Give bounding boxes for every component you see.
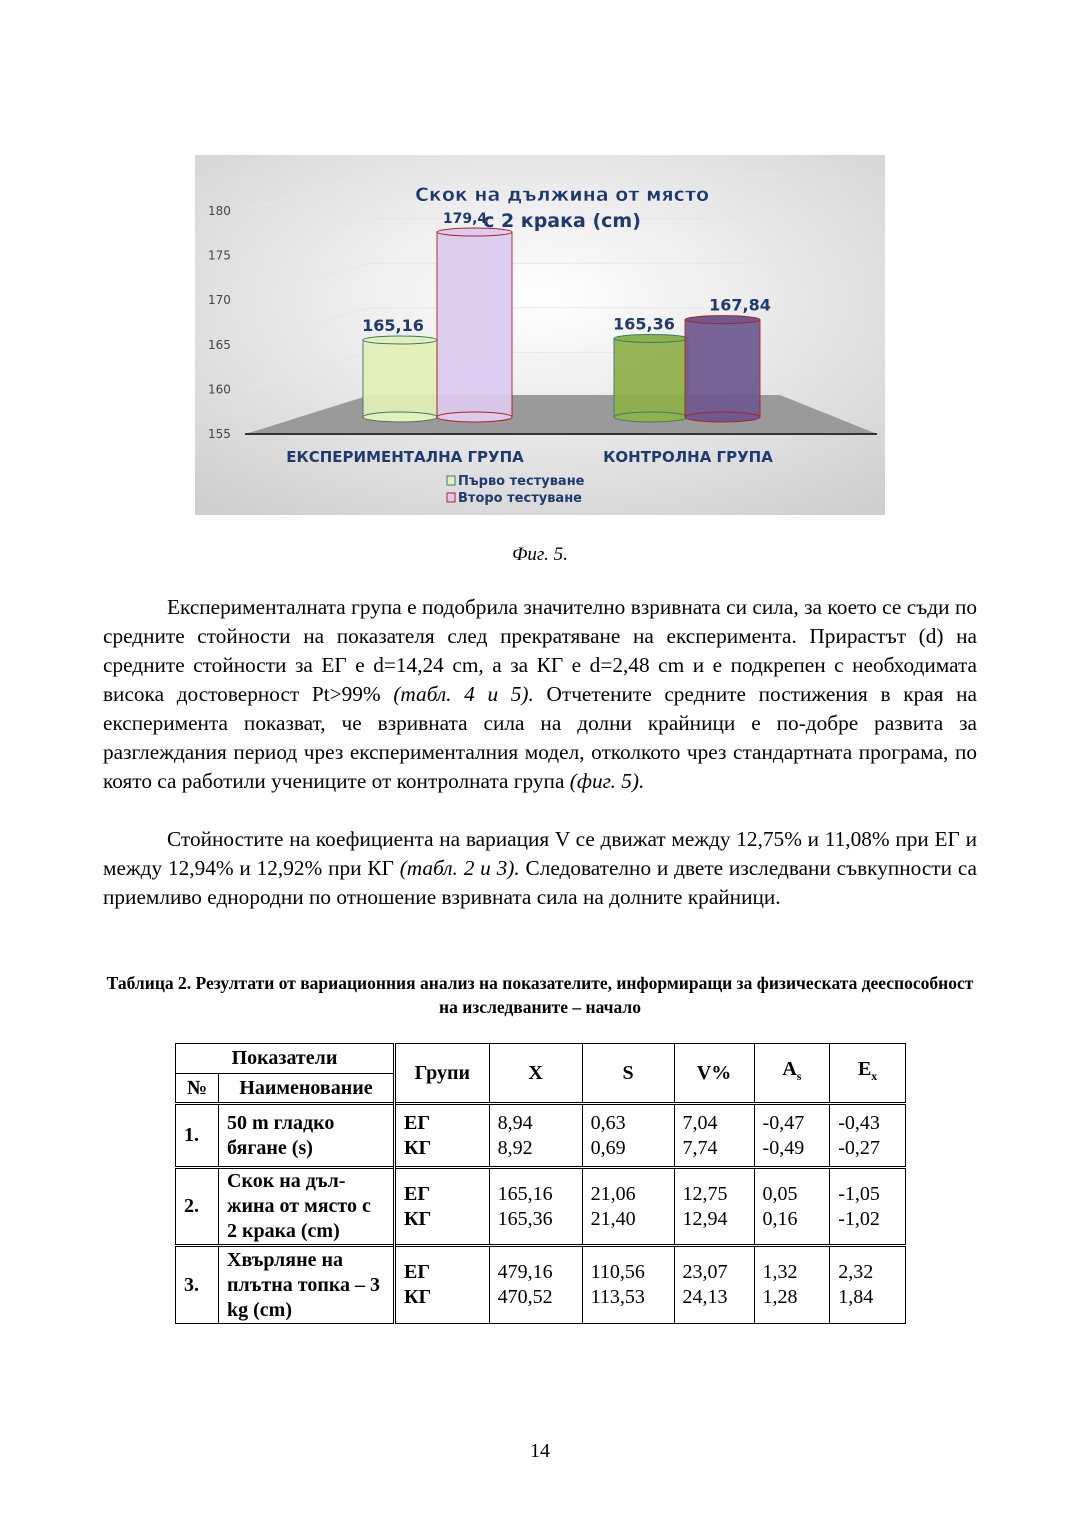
as-cell: -0,47 -0,49 [754, 1104, 830, 1168]
table-reference: (табл. 4 и 5). [393, 682, 534, 706]
x-cell: 165,16 165,36 [489, 1168, 582, 1246]
table-row [176, 1246, 906, 1324]
ex-cell: -0,43 -0,27 [830, 1104, 906, 1168]
bar-base [614, 412, 688, 422]
paragraph-text: Стойностите на коефициента на вариация V се движат между 12,75% и 11,08% при ЕГ и между 12,94% и 12,92% при КГ [103, 827, 977, 880]
x-cell: 479,16 470,52 [489, 1246, 582, 1324]
y-tick-label: 170 [208, 293, 231, 308]
ex-cell: -1,05 -1,02 [830, 1168, 906, 1246]
figure-reference: (фиг. 5). [569, 769, 645, 793]
groups-cell: ЕГ КГ [395, 1168, 490, 1246]
indicator-name: Скок на дъл-жина от място с 2 крака (cm) [219, 1168, 395, 1246]
table-row [176, 1104, 906, 1168]
row-number: 3. [176, 1246, 219, 1324]
data-label: 165,16 [362, 315, 424, 335]
bar-top [614, 334, 688, 342]
row-number: 2. [176, 1168, 219, 1246]
paragraph-text: Отчетените средните постижения в края на експеримента показват, че взривната сила на долни крайници е по-добре развита за разглеждания период чрез експерименталния модел, отколкото чрез стандартната програма, по която са работили учениците от контролната група [103, 682, 977, 793]
results-table [175, 1043, 906, 1324]
ex-cell: 2,32 1,84 [830, 1246, 906, 1324]
y-tick-label: 175 [208, 248, 231, 263]
s-cell: 110,56 113,53 [582, 1246, 674, 1324]
indicator-name: 50 m гладко бягане (s) [219, 1104, 395, 1168]
as-cell: 1,32 1,28 [754, 1246, 830, 1324]
legend-swatch-second [447, 493, 455, 502]
y-tick-label: 180 [208, 204, 231, 218]
header-v: V% [674, 1044, 754, 1104]
chart-title-line1: Скок на дължина от място [414, 184, 710, 206]
table-row [176, 1168, 906, 1246]
header-s: S [582, 1044, 674, 1104]
bar-second-test [685, 320, 760, 417]
bar-base [437, 412, 512, 422]
v-cell: 23,07 24,13 [674, 1246, 754, 1324]
paragraph-2 [103, 825, 977, 912]
table-caption: Таблица 2. Резултати от вариационния анализ на показателите, информиращи за физическата дееспособност на изследваните – начало [106, 973, 974, 1017]
data-label: 165,36 [613, 314, 675, 334]
chart-title-line2: с 2 крака (cm) [483, 210, 641, 232]
paragraph-text: Експерименталната група е подобрила значително взривната си сила, за което се съди по средните стойности на показателя след прекратяване на експеримента. Прирастът (d) на средните стойности за ЕГ е d=14,24 cm, а за КГ е d=2,48 cm и е подкрепен с необходимата висока достоверност Pt>99% [103, 595, 977, 706]
header-indicators: Показатели [176, 1044, 395, 1074]
s-cell: 0,63 0,69 [582, 1104, 674, 1168]
figure-caption: Фиг. 5. [512, 544, 568, 565]
header-as: $A_s$ [754, 1044, 830, 1104]
data-label: 179,4 [442, 211, 488, 228]
bar-top [363, 336, 437, 344]
bar-chart [195, 155, 885, 515]
header-x: X [489, 1044, 582, 1104]
y-tick-label: 160 [208, 382, 231, 397]
legend-label-first: Първо тестуване [458, 474, 585, 489]
groups-cell: ЕГ КГ [395, 1246, 490, 1324]
header-name: Наименование [219, 1074, 395, 1104]
groups-cell: ЕГ КГ [395, 1104, 490, 1168]
bar-first-test [363, 340, 437, 417]
bar-first-test [614, 338, 688, 417]
paragraph-1 [103, 593, 977, 796]
category-label: КОНТРОЛНА ГРУПА [603, 448, 773, 466]
legend-swatch-first [447, 476, 455, 485]
v-cell: 7,04 7,74 [674, 1104, 754, 1168]
bar-base [363, 412, 437, 422]
paragraph-text: Следователно и двете изследвани съвкупности са приемливо еднородни по отношение взривната сила на долните крайници. [103, 856, 977, 909]
x-cell: 8,94 8,92 [489, 1104, 582, 1168]
data-label: 167,84 [709, 295, 771, 315]
table-reference: (табл. 2 и 3). [399, 856, 520, 880]
header-groups: Групи [395, 1044, 490, 1104]
category-label: ЕКСПЕРИМЕНТАЛНА ГРУПА [286, 448, 524, 466]
legend-label-second: Второ тестуване [458, 491, 583, 506]
page-number: 14 [530, 1440, 550, 1462]
bar-second-test [437, 232, 512, 417]
indicator-name: Хвърляне на плътна топка – 3 kg (cm) [219, 1246, 395, 1324]
bar-top [685, 316, 760, 324]
s-cell: 21,06 21,40 [582, 1168, 674, 1246]
as-cell: 0,05 0,16 [754, 1168, 830, 1246]
row-number: 1. [176, 1104, 219, 1168]
y-tick-label: 155 [208, 427, 231, 441]
header-no: № [176, 1074, 219, 1104]
header-ex: $E_x$ [830, 1044, 906, 1104]
v-cell: 12,75 12,94 [674, 1168, 754, 1246]
bar-base [685, 412, 760, 422]
y-tick-label: 165 [208, 337, 231, 352]
